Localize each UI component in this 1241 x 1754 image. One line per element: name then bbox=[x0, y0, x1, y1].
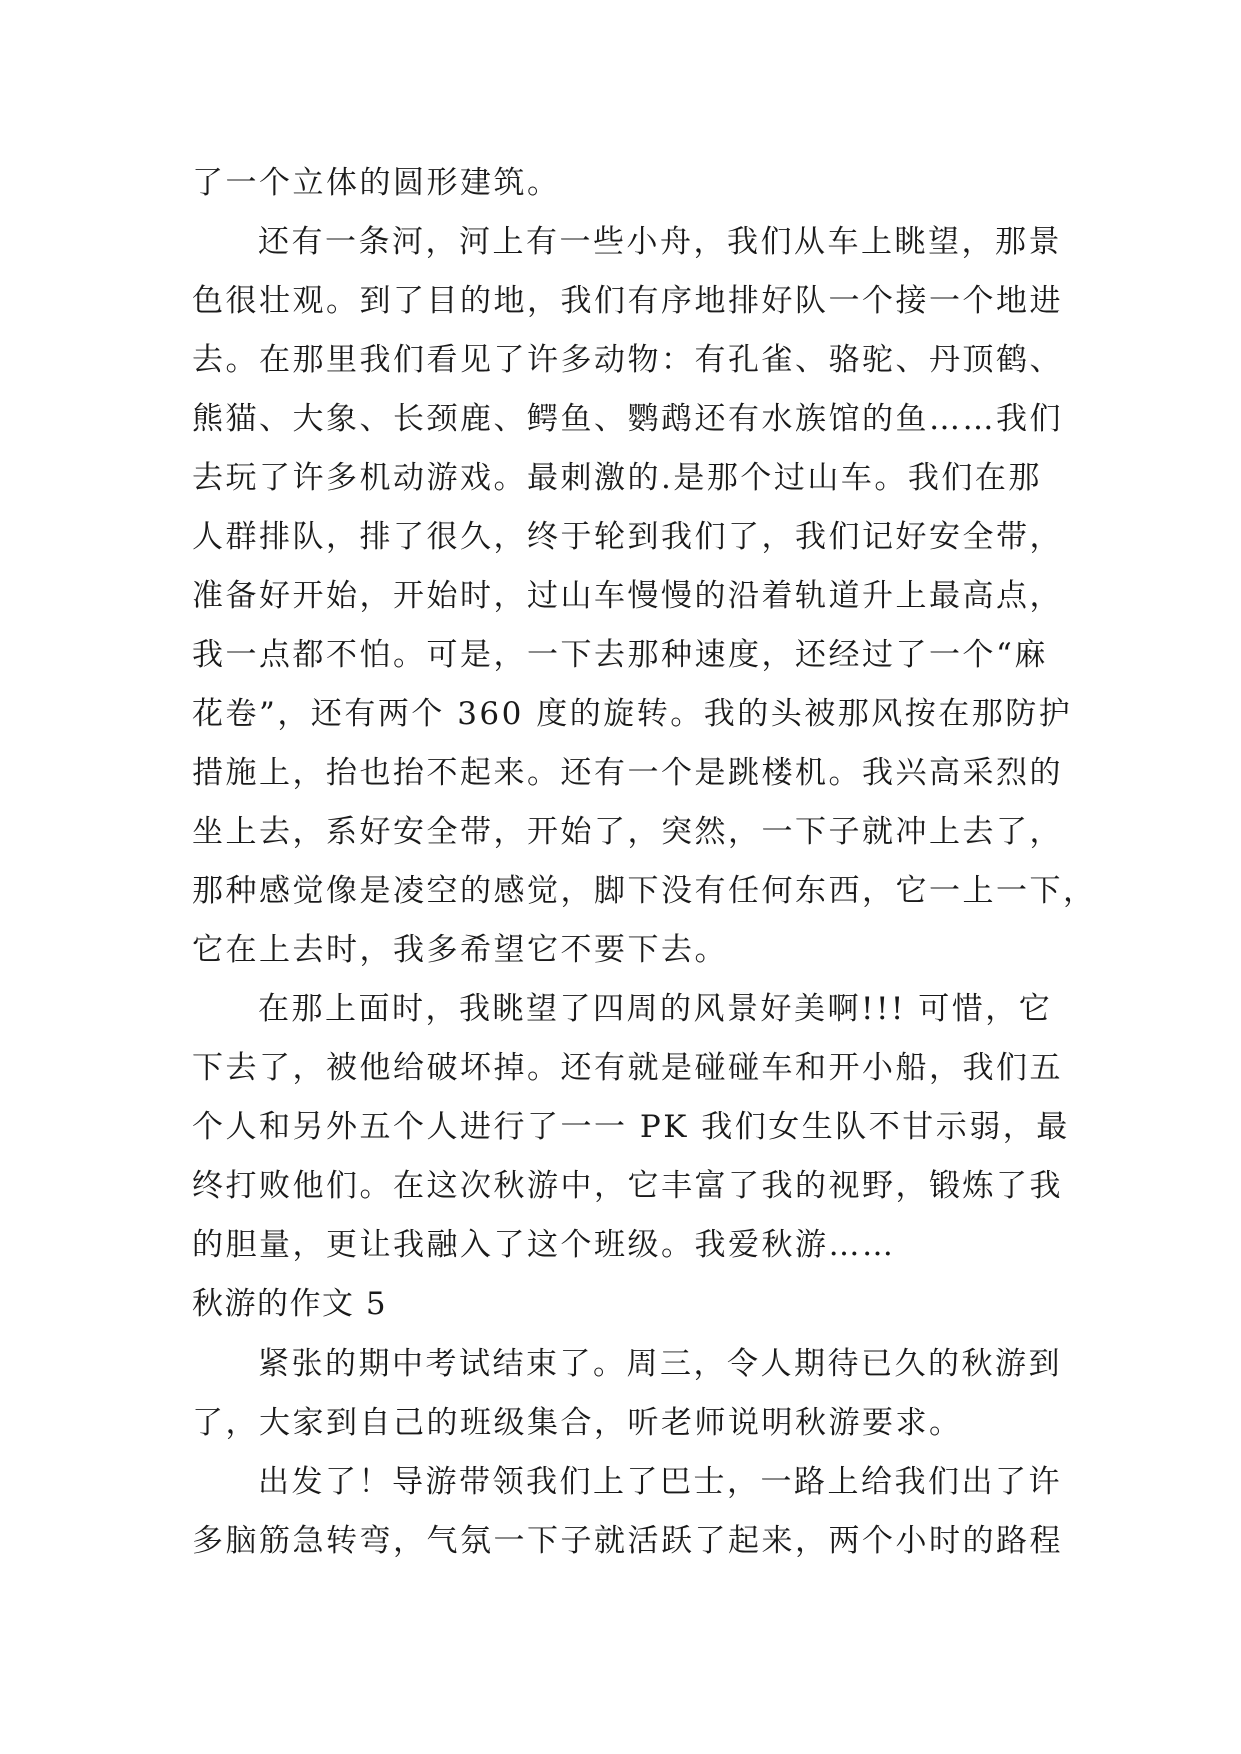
text-line: 个人和另外五个人进行了一一 PK 我们女生队不甘示弱，最 bbox=[192, 1109, 1070, 1145]
text-line: 出发了！导游带领我们上了巴士，一路上给我们出了许 bbox=[258, 1464, 1062, 1500]
text-line: 措施上，抬也抬不起来。还有一个是跳楼机。我兴高采烈的 bbox=[192, 755, 1063, 791]
text-line: 我一点都不怕。可是，一下去那种速度，还经过了一个“麻 bbox=[192, 637, 1048, 673]
text-line: 去玩了许多机动游戏。最刺激的.是那个过山车。我们在那 bbox=[192, 460, 1042, 496]
section-heading: 秋游的作文 5 bbox=[192, 1286, 388, 1322]
text-line: 准备好开始，开始时，过山车慢慢的沿着轨道升上最高点， bbox=[192, 578, 1063, 614]
text-line: 色很壮观。到了目的地，我们有序地排好队一个接一个地进 bbox=[192, 283, 1063, 319]
essay-body bbox=[192, 154, 1097, 1571]
text-line: 花卷”，还有两个 360 度的旋转。我的头被那风按在那防护 bbox=[192, 696, 1073, 732]
text-line: 的胆量，更让我融入了这个班级。我爱秋游…… bbox=[192, 1227, 896, 1263]
text-line: 它在上去时，我多希望它不要下去。 bbox=[192, 932, 728, 968]
text-line: 下去了，被他给破坏掉。还有就是碰碰车和开小船，我们五 bbox=[192, 1050, 1063, 1086]
text-line: 人群排队，排了很久，终于轮到我们了，我们记好安全带， bbox=[192, 519, 1063, 555]
text-line: 了一个立体的圆形建筑。 bbox=[192, 165, 561, 201]
text-line: 多脑筋急转弯，气氛一下子就活跃了起来，两个小时的路程 bbox=[192, 1523, 1063, 1559]
text-line: 紧张的期中考试结束了。周三，令人期待已久的秋游到 bbox=[258, 1346, 1062, 1382]
text-line: 去。在那里我们看见了许多动物：有孔雀、骆驼、丹顶鹤、 bbox=[192, 342, 1063, 378]
text-line: 熊猫、大象、长颈鹿、鳄鱼、鹦鹉还有水族馆的鱼……我们 bbox=[192, 401, 1063, 437]
text-line: 终打败他们。在这次秋游中，它丰富了我的视野，锻炼了我 bbox=[192, 1168, 1063, 1204]
text-line: 了，大家到自己的班级集合，听老师说明秋游要求。 bbox=[192, 1405, 963, 1441]
text-line: 还有一条河，河上有一些小舟，我们从车上眺望，那景 bbox=[258, 224, 1062, 260]
text-line: 那种感觉像是凌空的感觉，脚下没有任何东西，它一上一下， bbox=[192, 873, 1097, 909]
text-line: 坐上去，系好安全带，开始了，突然，一下子就冲上去了， bbox=[192, 814, 1063, 850]
text-line: 在那上面时，我眺望了四周的风景好美啊!!! 可惜，它 bbox=[258, 991, 1053, 1027]
